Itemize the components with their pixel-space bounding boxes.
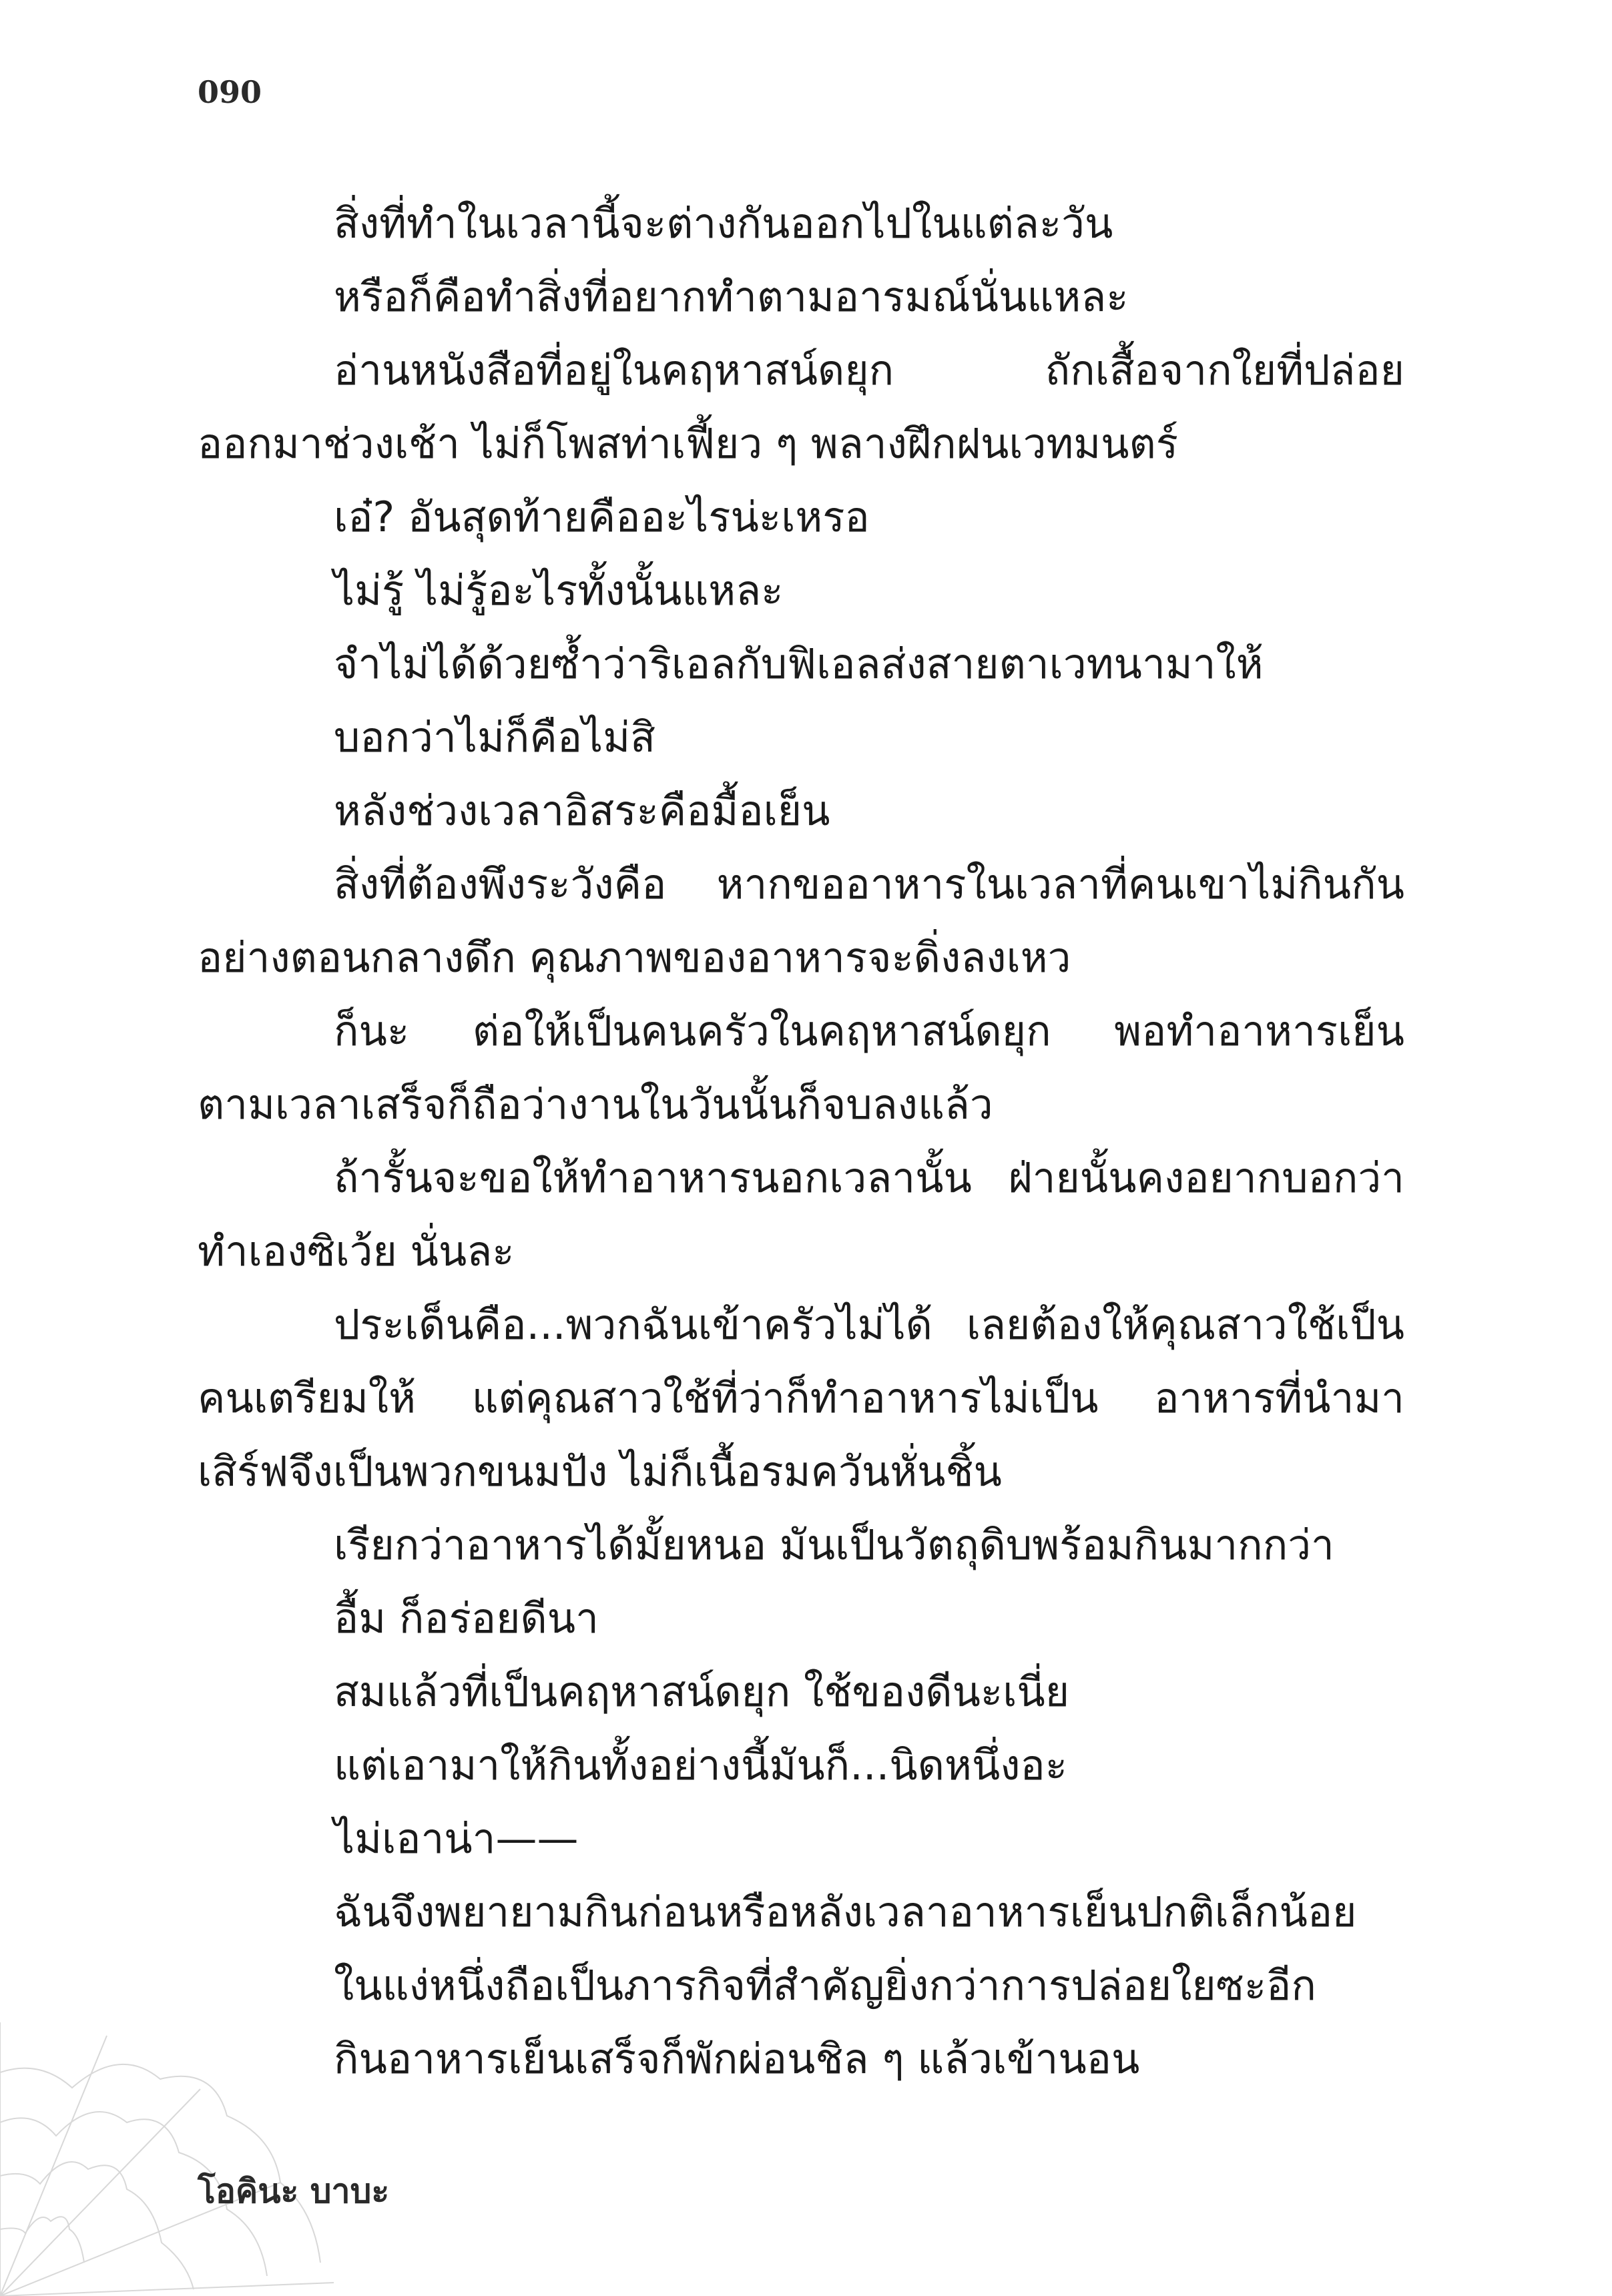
text-line: กินอาหารเย็นเสร็จก็พักผ่อนชิล ๆ แล้วเข้านอน [334,2034,1140,2083]
text-line: ก็นะ ต่อให้เป็นคนครัวในคฤหาสน์ดยุก พอทำอาหารเย็น [334,1007,1404,1055]
text-line: เสิร์ฟจึงเป็นพวกขนมปัง ไม่ก็เนื้อรมควันหั่นชิ้น [198,1447,1002,1496]
text-line: ในแง่หนึ่งถือเป็นภารกิจที่สำคัญยิ่งกว่าการปล่อยใยซะอีก [334,1961,1316,2010]
text-line: ประเด็นคือ...พวกฉันเข้าครัวไม่ได้ เลยต้องให้คุณสาวใช้เป็น [334,1300,1404,1349]
text-line: บอกว่าไม่ก็คือไม่สิ [334,713,655,762]
body-text [198,187,1404,2096]
page-number: 090 [198,74,262,110]
text-line: อ่านหนังสือที่อยู่ในคฤหาสน์ดยุก ถักเสื้อจากใยที่ปล่อย [334,346,1404,394]
text-line: คนเตรียมให้ แต่คุณสาวใช้ที่ว่าก็ทำอาหารไม่เป็น อาหารที่นำมา [198,1374,1404,1422]
spider-web-icon [0,2009,347,2296]
text-line: สมแล้วที่เป็นคฤหาสน์ดยุก ใช้ของดีนะเนี่ย [334,1667,1070,1716]
text-line: ทำเองซิเว้ย นั่นละ [198,1227,515,1275]
text-line: สิ่งที่ทำในเวลานี้จะต่างกันออกไปในแต่ละวัน [334,199,1113,248]
text-line: ออกมาช่วงเช้า ไม่ก็โพสท่าเฟี้ยว ๆ พลางฝึกฝนเวทมนตร์ [198,419,1179,468]
text-line: อย่างตอนกลางดึก คุณภาพของอาหารจะดิ่งลงเหว [198,933,1071,982]
text-line: ตามเวลาเสร็จก็ถือว่างานในวันนั้นก็จบลงแล้ว [198,1080,993,1129]
text-line: อื้ม ก็อร่อยดีนา [334,1594,599,1643]
text-line: จำไม่ได้ด้วยซ้ำว่าริเอลกับฟิเอลส่งสายตาเวทนามาให้ [334,639,1264,688]
author-name: โอคินะ บาบะ [198,2172,390,2211]
text-line: หลังช่วงเวลาอิสระคือมื้อเย็น [334,786,830,835]
text-line: ถ้ารั้นจะขอให้ทำอาหารนอกเวลานั้น ฝ่ายนั้นคงอยากบอกว่า [334,1153,1404,1202]
text-line: สิ่งที่ต้องพึงระวังคือ หากขออาหารในเวลาที่คนเขาไม่กินกัน [334,860,1404,908]
text-line: เอ๋? อันสุดท้ายคืออะไรน่ะเหรอ [334,493,870,541]
text-line: ไม่เอาน่า—— [334,1814,579,1863]
text-line: แต่เอามาให้กินทั้งอย่างนี้มันก็...นิดหนึ่งอะ [334,1741,1068,1789]
text-line: หรือก็คือทำสิ่งที่อยากทำตามอารมณ์นั่นแหละ [334,272,1129,321]
text-line: เรียกว่าอาหารได้มั้ยหนอ มันเป็นวัตถุดิบพร้อมกินมากกว่า [334,1520,1334,1569]
text-line: ฉันจึงพยายามกินก่อนหรือหลังเวลาอาหารเย็นปกติเล็กน้อย [334,1888,1357,1936]
text-line: ไม่รู้ ไม่รู้อะไรทั้งนั้นแหละ [334,566,784,615]
